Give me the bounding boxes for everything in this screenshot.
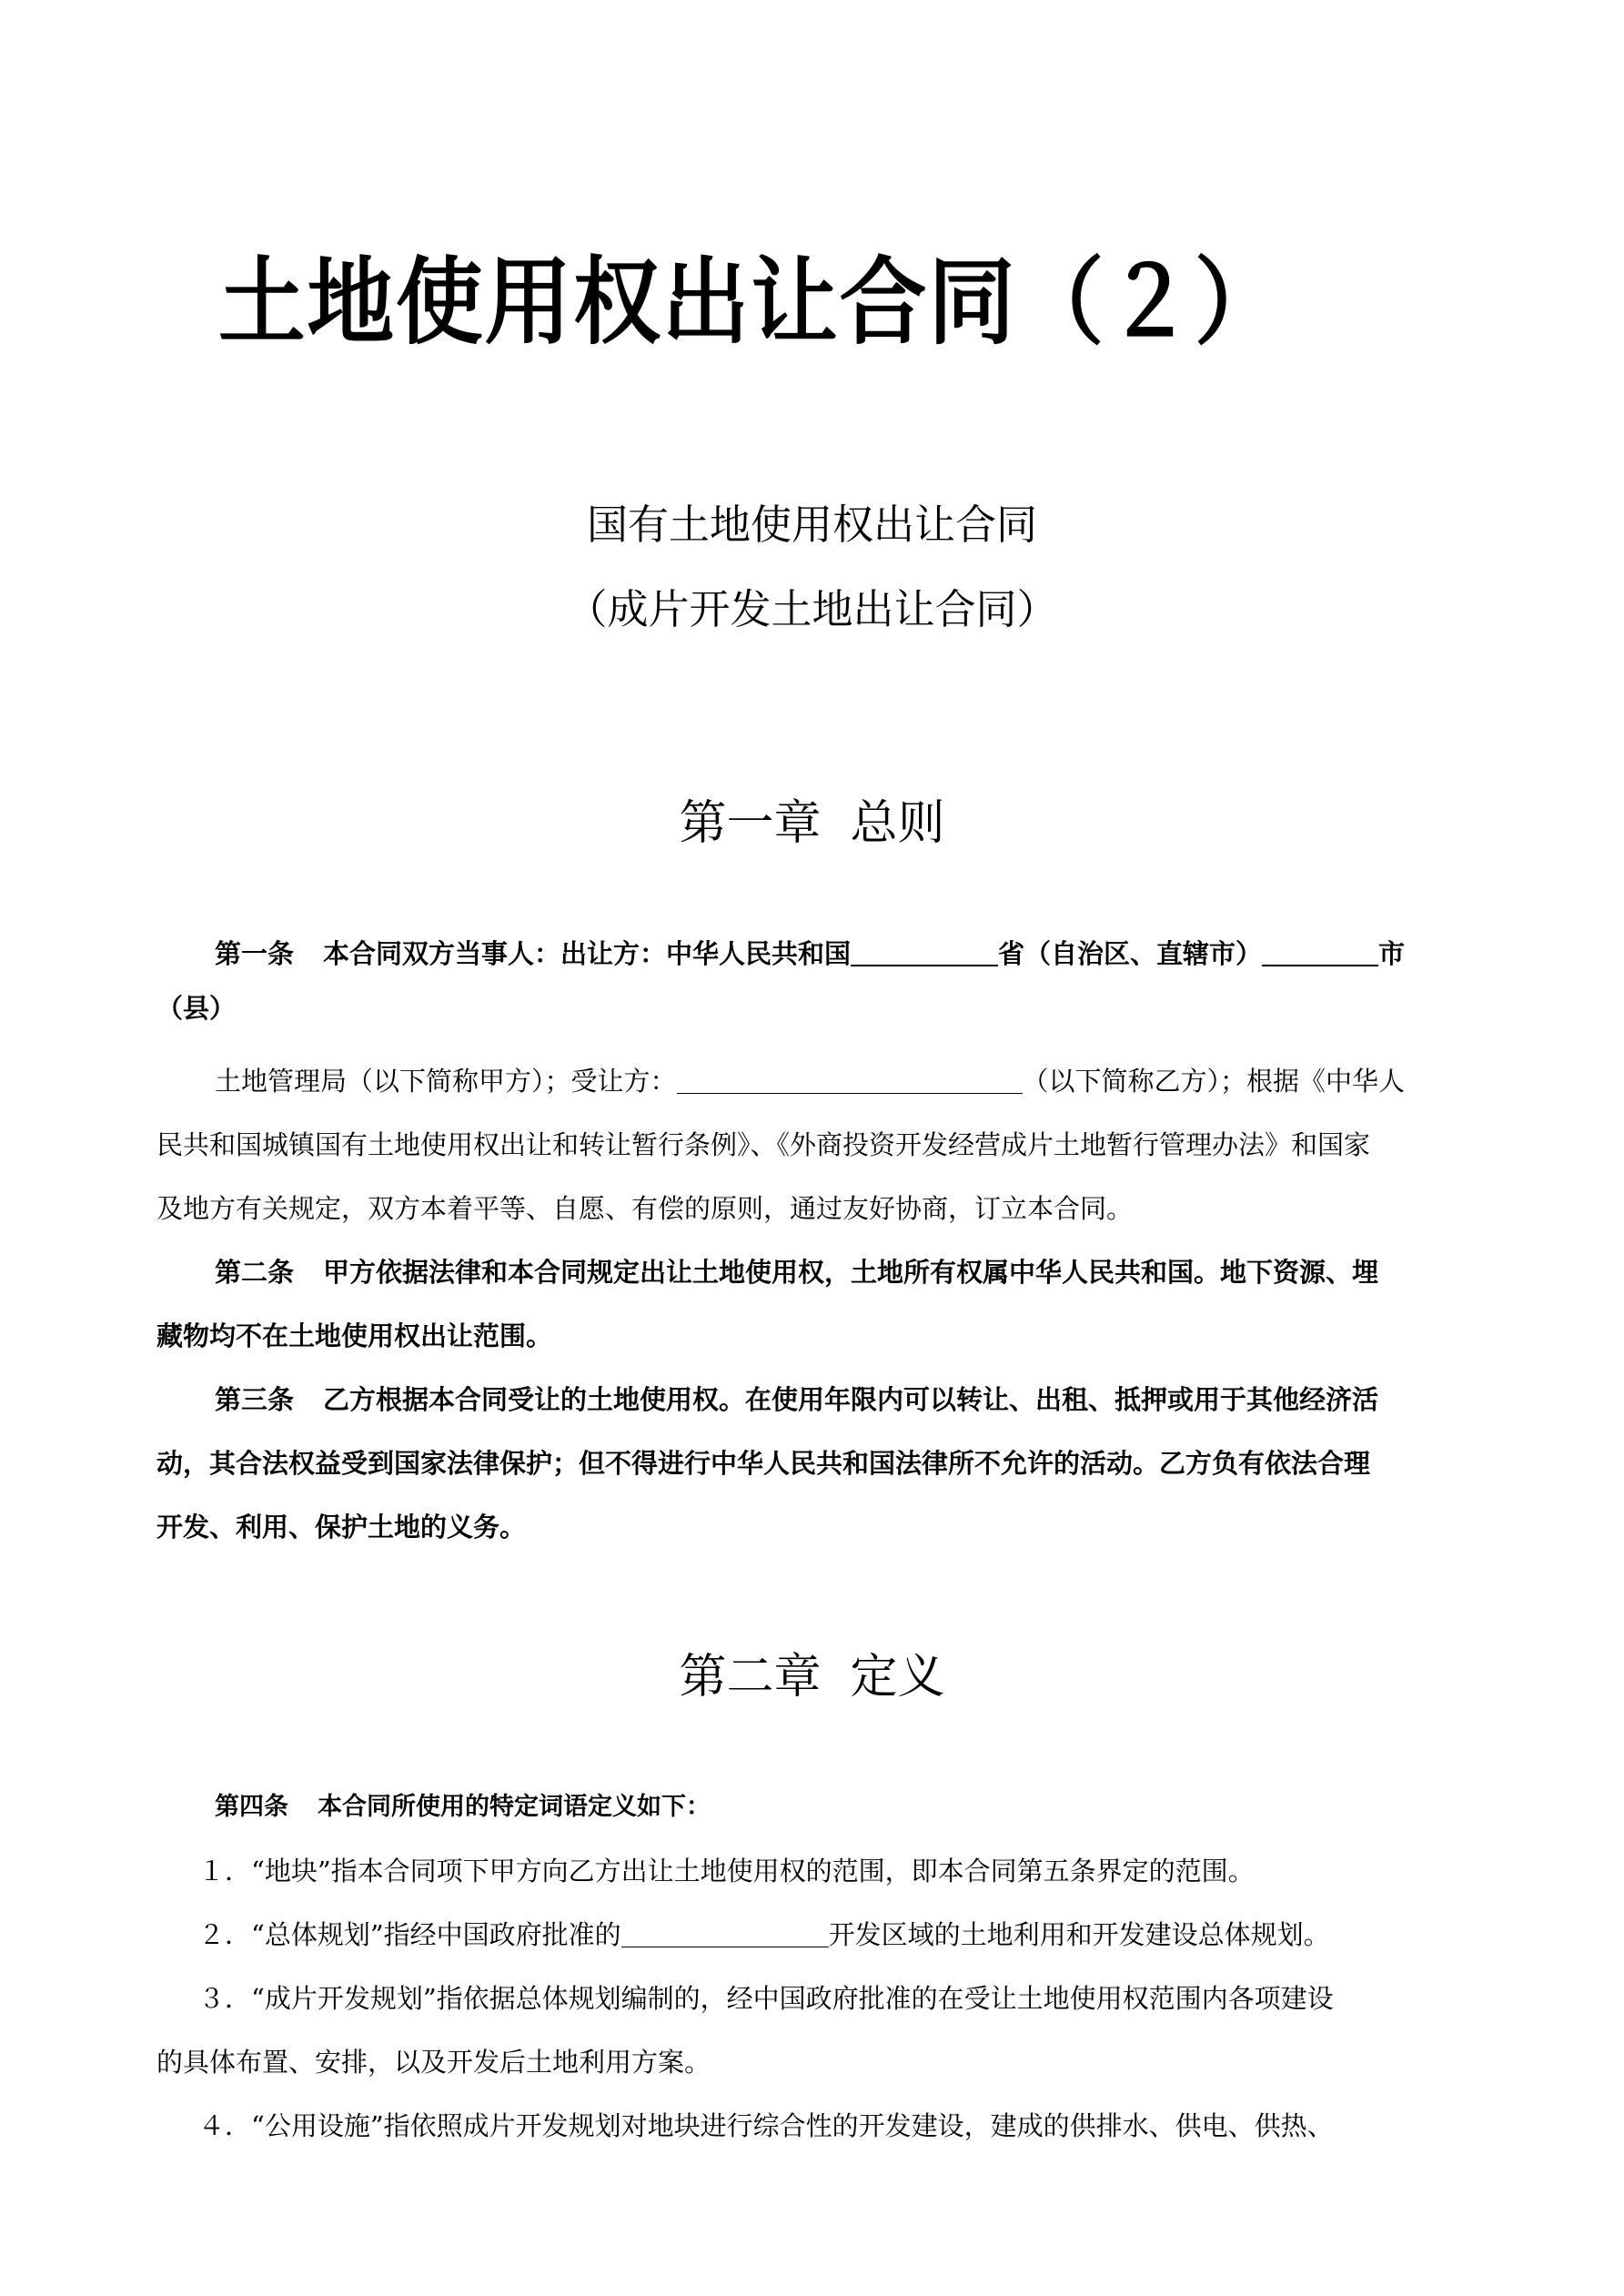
article-4-label: 第四条 [215, 1793, 288, 1821]
province-blank [851, 937, 998, 966]
article-3-line-2: 动，其合法权益受到国家法律保护；但不得进行中华人民共和国法律所不允许的活动。乙方负有依法合理 [156, 1448, 1371, 1479]
main-title: 土地使用权出让合同（２） [218, 246, 1284, 358]
article-2-label: 第二条 [215, 1257, 295, 1288]
article-3-line-3: 开发、利用、保护土地的义务。 [156, 1512, 527, 1542]
chapter-1-heading [0, 784, 1624, 853]
article-1-para-text: 土地管理局（以下简称甲方）；受让方： [215, 1066, 677, 1097]
article-4-intro [215, 1789, 711, 1826]
article-1-para-2-line-2: 民共和国城镇国有土地使用权出让和转让暂行条例》、《外商投资开发经营成片土地暂行管理办法》和国家 [156, 1129, 1371, 1160]
transferee-blank [677, 1066, 1023, 1094]
chapter-2-name: 定义 [850, 1650, 945, 1704]
subtitle-bulk-development: （成片开发土地出让合同） [566, 585, 1058, 633]
chapter-2-heading [0, 1638, 1624, 1706]
subtitle-state-land: 国有土地使用权出让合同 [586, 501, 1037, 549]
definition-item-2-text: ２．“总体规划”指经中国政府批准的 [198, 1919, 621, 1950]
chapter-2-number: 第二章 [679, 1650, 822, 1704]
article-1-para-2-line-1 [215, 1063, 1405, 1099]
article-2-line-1 [215, 1254, 1378, 1290]
definition-item-2-text: 开发区域的土地利用和开发建设总体规划。 [828, 1919, 1330, 1950]
article-1-line-1 [215, 936, 1405, 972]
definition-item-3-line-2: 的具体布置、安排，以及开发后土地利用方案。 [156, 2047, 711, 2078]
article-3-text: 乙方根据本合同受让的土地使用权。在使用年限内可以转让、出租、抵押或用于其他经济活 [323, 1384, 1379, 1415]
definition-item-1: １．“地块”指本合同项下甲方向乙方出让土地使用权的范围，即本合同第五条界定的范围。 [198, 1856, 1255, 1886]
definition-item-2 [198, 1917, 1330, 1953]
definition-item-4-line-1: ４．“公用设施”指依照成片开发规划对地块进行综合性的开发建设，建成的供排水、供电、供热、 [198, 2110, 1334, 2141]
article-1-text: 省（自治区、直辖市） [998, 938, 1263, 969]
chapter-1-number: 第一章 [679, 796, 822, 851]
article-1-para-text: （以下简称乙方）；根据《中华人 [1022, 1066, 1406, 1097]
article-1-text: 本合同双方当事人：出让方：中华人民共和国 [323, 938, 852, 969]
article-1-line-2: （县） [156, 993, 237, 1024]
article-4-text: 本合同所使用的特定词语定义如下： [318, 1793, 711, 1821]
article-2-text: 甲方依据法律和本合同规定出让土地使用权，土地所有权属中华人民共和国。地下资源、埋 [323, 1257, 1379, 1288]
article-1-para-2-line-3: 及地方有关规定，双方本着平等、自愿、有偿的原则，通过友好协商，订立本合同。 [156, 1193, 1134, 1224]
chapter-1-name: 总则 [850, 796, 945, 851]
article-2-line-2: 藏物均不在土地使用权出让范围。 [156, 1320, 553, 1351]
article-3-line-1 [215, 1381, 1378, 1418]
article-3-label: 第三条 [215, 1384, 295, 1415]
development-zone-blank [621, 1919, 829, 1947]
article-1-label: 第一条 [215, 938, 295, 969]
city-blank [1262, 937, 1378, 966]
article-1-text: 市 [1378, 938, 1406, 969]
definition-item-3-line-1: ３．“成片开发规划”指依据总体规划编制的，经中国政府批准的在受让土地使用权范围内各项建设 [198, 1983, 1334, 2014]
